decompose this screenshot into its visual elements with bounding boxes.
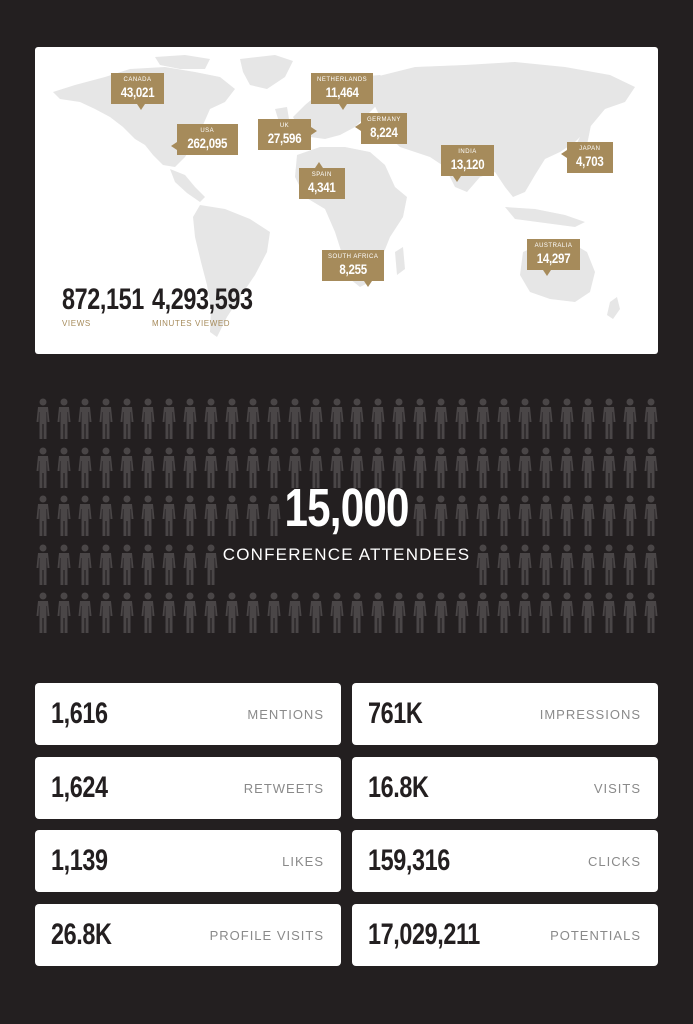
person-icon — [330, 592, 344, 634]
minutes-viewed-value: 4,293,593 — [152, 283, 253, 316]
person-icon — [602, 592, 616, 634]
pin-south-africa — [322, 250, 384, 281]
person-icon — [78, 398, 92, 440]
person-icon — [183, 398, 197, 440]
person-icon — [183, 592, 197, 634]
pin-usa — [177, 124, 238, 155]
person-icon — [141, 592, 155, 634]
person-icon — [78, 592, 92, 634]
stat-card-retweets — [35, 757, 341, 819]
pin-value: 14,297 — [536, 250, 571, 266]
pin-value: 4,703 — [576, 153, 604, 169]
stat-value: 1,624 — [51, 771, 108, 804]
person-icon — [392, 592, 406, 634]
pin-label: SPAIN — [311, 172, 332, 178]
person-icon — [36, 592, 50, 634]
person-icon — [518, 398, 532, 440]
person-icon — [246, 592, 260, 634]
pin-label: JAPAN — [579, 146, 601, 152]
stat-label: POTENTIALS — [550, 927, 641, 943]
stat-label: CLICKS — [588, 853, 641, 869]
person-icon — [497, 398, 511, 440]
pin-label: UK — [279, 123, 290, 129]
person-icon — [267, 592, 281, 634]
person-icon — [330, 398, 344, 440]
person-icon — [476, 592, 490, 634]
person-icon — [204, 592, 218, 634]
pin-australia — [527, 239, 580, 270]
person-icon — [581, 592, 595, 634]
person-icon — [309, 592, 323, 634]
stat-card-profile-visits — [35, 904, 341, 966]
person-icon — [350, 592, 364, 634]
pin-value: 13,120 — [450, 156, 485, 172]
minutes-viewed-label: MINUTES VIEWED — [152, 319, 231, 328]
stat-value: 1,139 — [51, 844, 108, 877]
person-icon — [36, 398, 50, 440]
pin-label: USA — [200, 128, 215, 134]
stat-card-potentials — [352, 904, 658, 966]
pin-label: AUSTRALIA — [534, 243, 573, 249]
attendees-label: CONFERENCE ATTENDEES — [222, 545, 471, 564]
person-icon — [581, 398, 595, 440]
person-icon — [288, 398, 302, 440]
stat-card-impressions — [352, 683, 658, 745]
person-icon — [371, 398, 385, 440]
pin-canada — [111, 73, 164, 104]
person-icon — [413, 398, 427, 440]
person-icon — [57, 398, 71, 440]
person-icon — [539, 592, 553, 634]
person-icon — [644, 592, 658, 634]
pin-value: 11,464 — [325, 84, 359, 100]
person-icon — [413, 592, 427, 634]
pin-india — [441, 145, 494, 176]
pin-label: NETHERLANDS — [317, 77, 368, 83]
person-icon — [623, 592, 637, 634]
stat-value: 1,616 — [51, 697, 108, 730]
views-value: 872,151 — [62, 283, 144, 316]
pin-value: 8,224 — [370, 124, 398, 140]
person-icon — [120, 398, 134, 440]
stat-card-likes — [35, 830, 341, 892]
person-icon — [225, 592, 239, 634]
person-icon — [57, 592, 71, 634]
pin-value: 4,341 — [308, 179, 336, 195]
pin-value: 262,095 — [187, 135, 228, 151]
person-icon — [518, 592, 532, 634]
minutes-viewed-stat — [152, 285, 281, 328]
pin-label: SOUTH AFRICA — [328, 254, 379, 260]
person-icon — [455, 592, 469, 634]
person-icon — [141, 398, 155, 440]
person-icon — [392, 398, 406, 440]
person-icon — [120, 592, 134, 634]
pin-label: INDIA — [458, 149, 477, 155]
world-map-panel — [35, 47, 658, 354]
person-icon — [623, 398, 637, 440]
stat-label: IMPRESSIONS — [539, 706, 641, 722]
person-icon — [602, 398, 616, 440]
stat-label: LIKES — [282, 853, 324, 869]
stat-value: 17,029,211 — [368, 918, 480, 951]
stat-label: RETWEETS — [243, 780, 324, 796]
person-icon — [497, 592, 511, 634]
person-icon — [225, 398, 239, 440]
person-icon — [476, 398, 490, 440]
stat-label: PROFILE VISITS — [209, 927, 324, 943]
pin-value: 43,021 — [120, 84, 155, 100]
stat-label: MENTIONS — [247, 706, 324, 722]
person-icon — [560, 592, 574, 634]
person-icon — [350, 398, 364, 440]
pin-value: 27,596 — [267, 130, 302, 146]
pin-uk — [258, 119, 311, 150]
stat-value: 26.8K — [51, 918, 112, 951]
stat-label: VISITS — [593, 780, 641, 796]
pin-value: 8,255 — [339, 261, 367, 277]
pin-label: CANADA — [123, 77, 152, 83]
stat-card-clicks — [352, 830, 658, 892]
person-icon — [288, 592, 302, 634]
person-icon — [204, 398, 218, 440]
stat-value: 16.8K — [368, 771, 429, 804]
pin-japan — [567, 142, 613, 173]
pin-spain — [299, 168, 345, 199]
person-icon — [455, 398, 469, 440]
person-icon — [267, 398, 281, 440]
pin-label: GERMANY — [367, 117, 401, 123]
person-icon — [434, 398, 448, 440]
attendees-value: 15,000 — [284, 478, 409, 538]
person-icon — [644, 398, 658, 440]
pin-netherlands — [311, 73, 373, 104]
person-icon — [162, 398, 176, 440]
stat-card-mentions — [35, 683, 341, 745]
stat-value: 761K — [368, 697, 423, 730]
person-icon — [162, 592, 176, 634]
person-icon — [309, 398, 323, 440]
stat-value: 159,316 — [368, 844, 450, 877]
pin-germany — [361, 113, 407, 144]
stat-card-visits — [352, 757, 658, 819]
person-icon — [434, 592, 448, 634]
person-icon — [246, 398, 260, 440]
person-icon — [99, 592, 113, 634]
person-icon — [371, 592, 385, 634]
person-icon — [539, 398, 553, 440]
person-icon — [99, 398, 113, 440]
person-icon — [560, 398, 574, 440]
views-label: VIEWS — [62, 319, 91, 328]
